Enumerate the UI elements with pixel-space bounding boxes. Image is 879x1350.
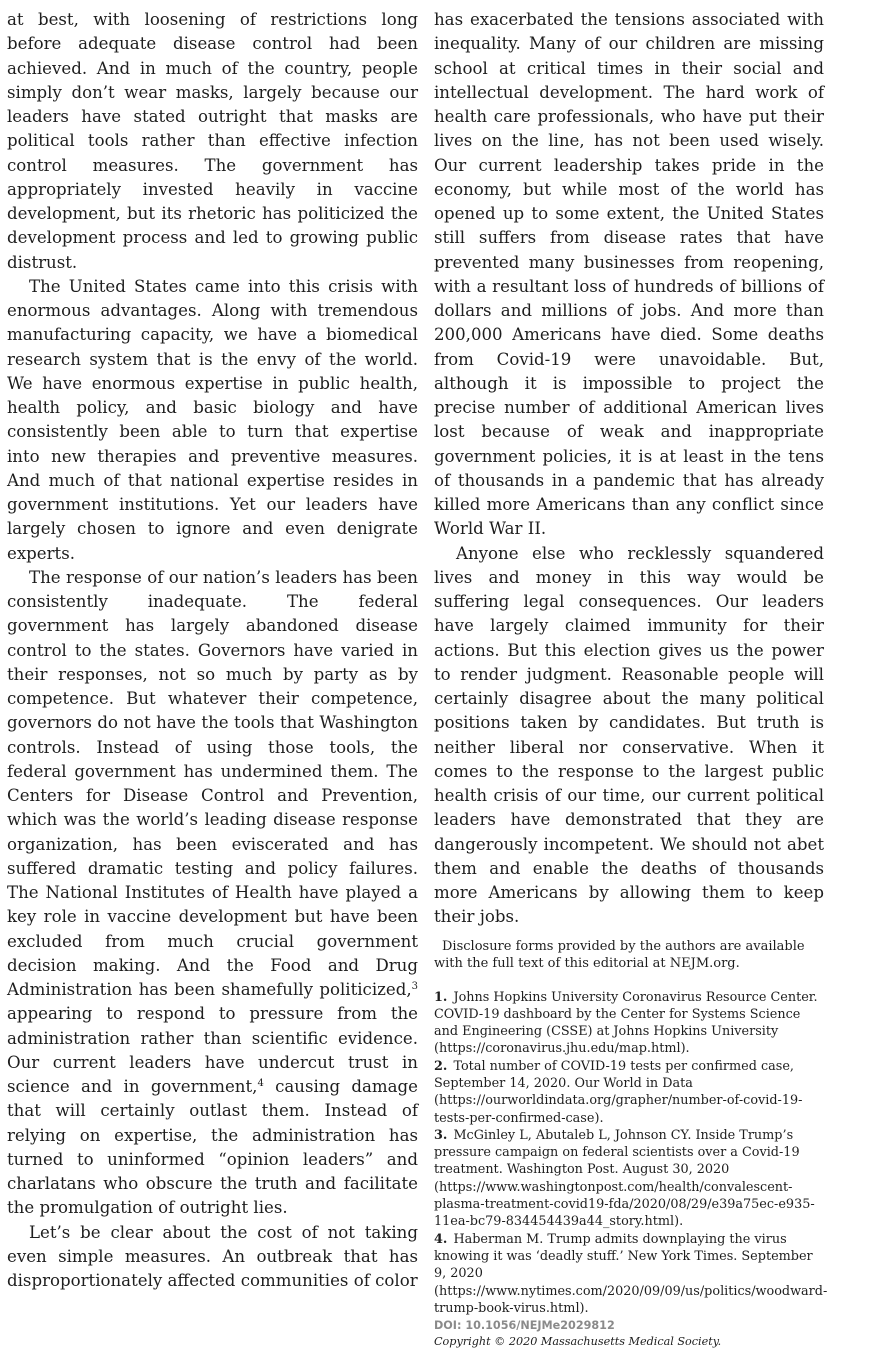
- right-column: [434, 8, 828, 1350]
- reference-mark-4[interactable]: 4: [257, 1078, 264, 1089]
- copyright-notice: Copyright © 2020 Massachusetts Medical Society.: [434, 1335, 722, 1349]
- disclosure-note: Disclosure forms provided by the authors are available with the full text of this editorial at NEJM.org.: [434, 938, 805, 971]
- response-text-part-1: The response of our nation’s leaders has been consistently inadequate. The federal government has largely abandoned disease control to the states. Governors have varied in their responses, not so much by party as by competence. But whatever their competence, governors do not have the tools that Washington controls. Instead of using those tools, the federal government has undermined them. The Centers for Disease Control and Prevention, which was the world’s leading disease response organization, has been eviscerated and has suffered dramatic testing and policy failures. The National Institutes of Health have played a key role in vaccine development but have been excluded from much crucial government decision making. And the Food and Drug Administration has been shamefully politicized,: [7, 567, 418, 999]
- paragraph-advantages: The United States came into this crisis with enormous advantages. Along with tremendous manufacturing capacity, we have a biomedical research system that is the envy of the world. We have enormous expertise in public health, health policy, and basic biology and have consistently been able to turn that expertise into new therapies and preventive measures. And much of that national expertise resides in government institutions. Yet our leaders have largely chosen to ignore and even denigrate experts.: [7, 276, 418, 563]
- reference-mark-3[interactable]: 3: [411, 981, 418, 992]
- references-list: [434, 989, 828, 1318]
- paragraph-consequences: Anyone else who recklessly squandered lives and money in this way would be suffering legal consequences. Our leaders have largely claimed immunity for their actions. But this election gives us the power to render judgment. Reasonable people will certainly disagree about the many political positions taken by candidates. But truth is neither liberal nor conservative. When it comes to the response to the largest public health crisis of our time, our current political leaders have demonstrated that they are dangerously incompetent. We should not abet them and enable the deaths of thousands more Americans by allowing them to keep their jobs.: [434, 543, 824, 927]
- paragraph-inequality: has exacerbated the tensions associated with inequality. Many of our children are missing school at critical times in their social and intellectual development. The hard work of health care professionals, who have put their lives on the line, has not been used wisely. Our current leadership takes pride in the economy, but while most of the world has opened up to some extent, the United States still suffers from disease rates that have prevented many businesses from reopening, with a resultant loss of hundreds of billions of dollars and millions of jobs. And more than 200,000 Americans have died. Some deaths from Covid-19 were unavoidable. But, although it is impossible to project the precise number of additional American lives lost because of weak and inappropriate government policies, it is at least in the tens of thousands in a pandemic that has already killed more Americans than any conflict since World War II.: [434, 10, 824, 539]
- reference-item: [434, 989, 824, 1058]
- reference-number: 1.: [434, 989, 448, 1005]
- reference-text[interactable]: Johns Hopkins University Coronavirus Resource Center. COVID-19 dashboard by the Center for Systems Science and Engineering (CSSE) at Johns Hopkins University (https://coronavirus.jhu.edu/map.html).: [434, 989, 818, 1057]
- reference-item: [434, 1231, 828, 1317]
- paragraph-response: [7, 566, 418, 1221]
- reference-text[interactable]: McGinley L, Abutaleb L, Johnson CY. Inside Trump’s pressure campaign on federal scientists over a Covid-19 treatment. Washington Post. August 30, 2020 (https://www.washingtonpost.com/health/convalescent-plasma-treatment-covid19-fda/2020/08/29/e39a75ec-e935-11ea-bc79-834454439a44_story.html).: [434, 1127, 815, 1230]
- response-text-part-2: appearing to respond to pressure from the administration rather than scientific evidence. Our current leaders have undercut trust in science and in government,: [7, 1004, 418, 1096]
- reference-number: 2.: [434, 1058, 448, 1074]
- paragraph-restrictions: at best, with loosening of restrictions long before adequate disease control had been achieved. And in much of the country, people simply don’t wear masks, largely because our leaders have stated outright that masks are political tools rather than effective infection control measures. The government has appropriately invested heavily in vaccine development, but its rhetoric has politicized the development process and led to growing public distrust.: [7, 10, 418, 272]
- reference-number: 3.: [434, 1127, 448, 1143]
- left-column: [7, 8, 418, 1293]
- reference-text[interactable]: Haberman M. Trump admits downplaying the virus knowing it was ‘deadly stuff.’ New York Times. September 9, 2020 (https://www.nytimes.com/2020/09/09/us/politics/woodward-trump-book-virus.html).: [434, 1231, 828, 1316]
- doi-link[interactable]: DOI: 10.1056/NEJMe2029812: [434, 1319, 615, 1333]
- response-text-part-3: causing damage that will certainly outlast them. Instead of relying on expertise, the administration has turned to uninformed “opinion leaders” and charlatans who obscure the truth and facilitate the promulgation of outright lies.: [7, 1077, 418, 1218]
- reference-number: 4.: [434, 1231, 448, 1247]
- reference-text[interactable]: Total number of COVID-19 tests per confirmed case, September 14, 2020. Our World in Data (https://ourworldindata.org/grapher/number-of-covid-19-tests-per-confirmed-case).: [434, 1058, 803, 1126]
- reference-item: [434, 1127, 824, 1231]
- reference-item: [434, 1058, 824, 1127]
- paragraph-cost: Let’s be clear about the cost of not taking even simple measures. An outbreak that has disproportionately affected communities of color: [7, 1222, 418, 1290]
